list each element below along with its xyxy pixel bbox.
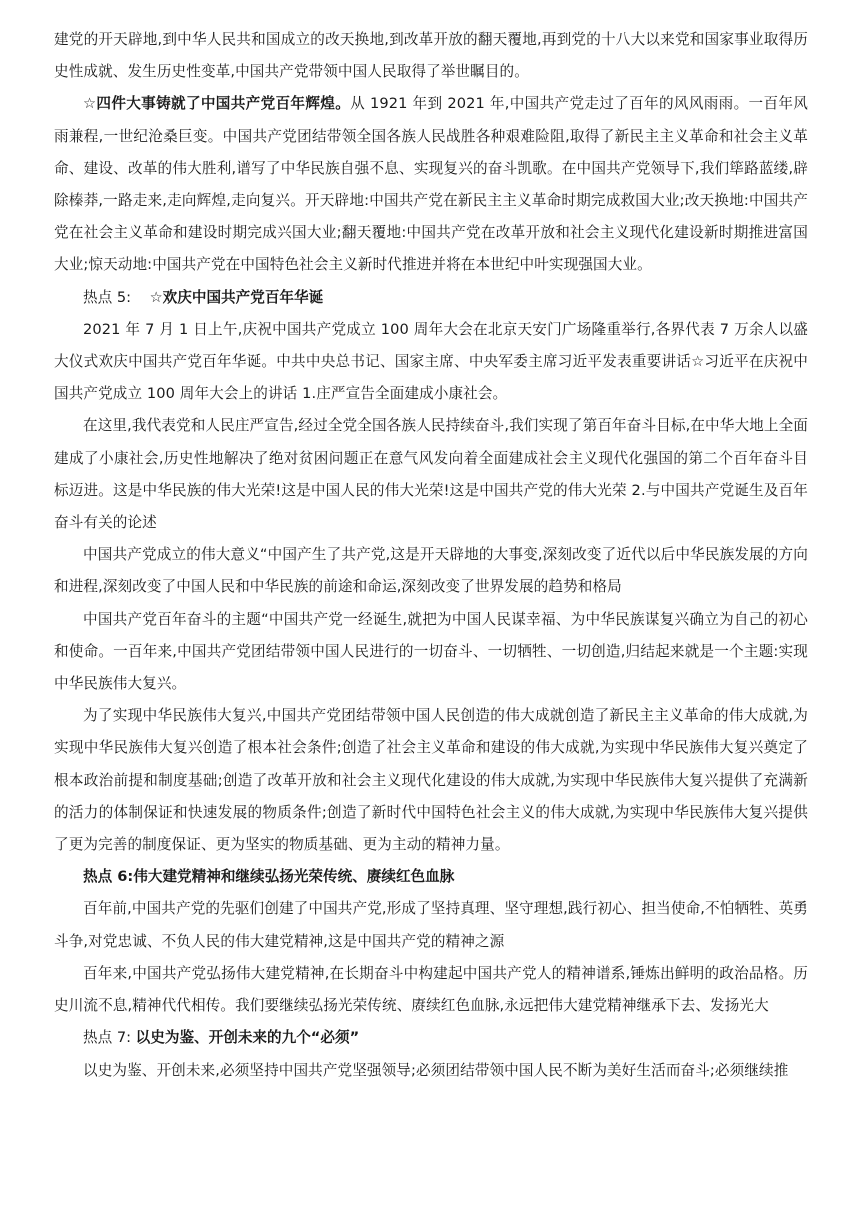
paragraph-theme: 中国共产党百年奋斗的主题“中国共产党一经诞生,就把为中国人民谋幸福、为中华民族谋复兴确立为自己的初心和使命。一百年来,中国共产党团结带领中国人民进行的一切奋斗、一切牺牲、一切创造,归结起来就是一个主题:实现中华民族伟大复兴。 (54, 610, 808, 693)
hotspot-5-heading (54, 282, 808, 314)
hotspot-prefix: 热点 5: (83, 288, 132, 306)
hotspot-6-heading (54, 861, 808, 893)
paragraph-declaration: 在这里,我代表党和人民庄严宣告,经过全党全国各族人民持续奋斗,我们实现了第百年奋斗目标,在中华大地上全面建成了小康社会,历史性地解决了绝对贫困问题正在意气风发向着全面建成社会主义现代化强国的第二个百年奋斗目标迈进。这是中华民族的伟大光荣!这是中国人民的伟大光荣!这是中国共产党的伟大光荣 2.与中国共产党诞生及百年奋斗有关的论述 (54, 417, 808, 532)
paragraph-spirit-lineage: 百年来,中国共产党弘扬伟大建党精神,在长期奋斗中构建起中国共产党人的精神谱系,锤炼出鲜明的政治品格。历史川流不息,精神代代相传。我们要继续弘扬光荣传统、赓续红色血脉,永远把伟大建党精神继承下去、发扬光大 (54, 964, 808, 1015)
hotspot-prefix: 热点 6: (83, 868, 134, 886)
paragraph-achievements: 为了实现中华民族伟大复兴,中国共产党团结带领中国人民创造的伟大成就创造了新民主主义革命的伟大成就,为实现中华民族伟大复兴创造了根本社会条件;创造了社会主义革命和建设的伟大成就,为实现中华民族伟大复兴奠定了根本政治前提和制度基础;创造了改革开放和社会主义现代化建设的伟大成就,为实现中华民族伟大复兴提供了充满新的活力的体制保证和快速发展的物质条件;创造了新时代中国特色社会主义的伟大成就,为实现中华民族伟大复兴提供了更为完善的制度保证、更为坚实的物质基础、更为主动的精神力量。 (54, 707, 808, 854)
paragraph-body: 从 1921 年到 2021 年,中国共产党走过了百年的风风雨雨。一百年风雨兼程,一世纪沧桑巨变。中国共产党团结带领全国各族人民战胜各种艰难险阻,取得了新民主主义革命和社会主义革命、建设、改革的伟大胜利,谱写了中华民族自强不息、实现复兴的奋斗凯歌。在中国共产党领导下,我们筚路蓝缕,辟除榛莽,一路走来,走向辉煌,走向复兴。开天辟地:中国共产党在新民主主义革命时期完成救国大业;改天换地:中国共产党在社会主义革命和建设时期完成兴国大业;翻天覆地:中国共产党在改革开放和社会主义现代化建设新时期推进富国大业;惊天动地:中国共产党在中国特色社会主义新时代推进并将在本世纪中叶实现强国大业。 (54, 95, 808, 274)
paragraph-founding-spirit: 百年前,中国共产党的先驱们创建了中国共产党,形成了坚持真理、坚守理想,践行初心、担当使命,不怕牺牲、英勇斗争,对党忠诚、不负人民的伟大建党精神,这是中国共产党的精神之源 (54, 900, 808, 950)
paragraph-nine-musts: 以史为鉴、开创未来,必须坚持中国共产党坚强领导;必须团结带领中国人民不断为美好生活而奋斗;必须继续推 (83, 1061, 789, 1079)
hotspot-prefix: 热点 7: (83, 1029, 132, 1047)
paragraph-lead-bold: ☆四件大事铸就了中国共产党百年辉煌。 (83, 95, 351, 113)
hotspot-7-heading (54, 1022, 808, 1054)
paragraph-four-major-events (54, 88, 808, 281)
paragraph-centenary-ceremony: 2021 年 7 月 1 日上午,庆祝中国共产党成立 100 周年大会在北京天安门广场隆重举行,各界代表 7 万余人以盛大仪式欢庆中国共产党百年华诞。中共中央总书记、国家主席、中央军委主席习近平发表重要讲话☆习近平在庆祝中国共产党成立 100 周年大会上的讲话 1.庄严宣告全面建成小康社会。 (54, 320, 808, 403)
paragraph-1: 建党的开天辟地,到中华人民共和国成立的改天换地,到改革开放的翻天覆地,再到党的十八大以来党和国家事业取得历史性成就、发生历史性变革,中国共产党带领中国人民取得了举世瞩目的。 (54, 31, 808, 81)
hotspot-title: 以史为鉴、开创未来的九个“必须” (135, 1029, 360, 1047)
hotspot-title: ☆欢庆中国共产党百年华诞 (149, 288, 324, 306)
hotspot-title: 伟大建党精神和继续弘扬光荣传统、赓续红色血脉 (133, 868, 455, 886)
paragraph-significance: 中国共产党成立的伟大意义“中国产生了共产党,这是开天辟地的大事变,深刻改变了近代以后中华民族发展的方向和进程,深刻改变了中国人民和中华民族的前途和命运,深刻改变了世界发展的趋势和格局 (54, 546, 808, 596)
